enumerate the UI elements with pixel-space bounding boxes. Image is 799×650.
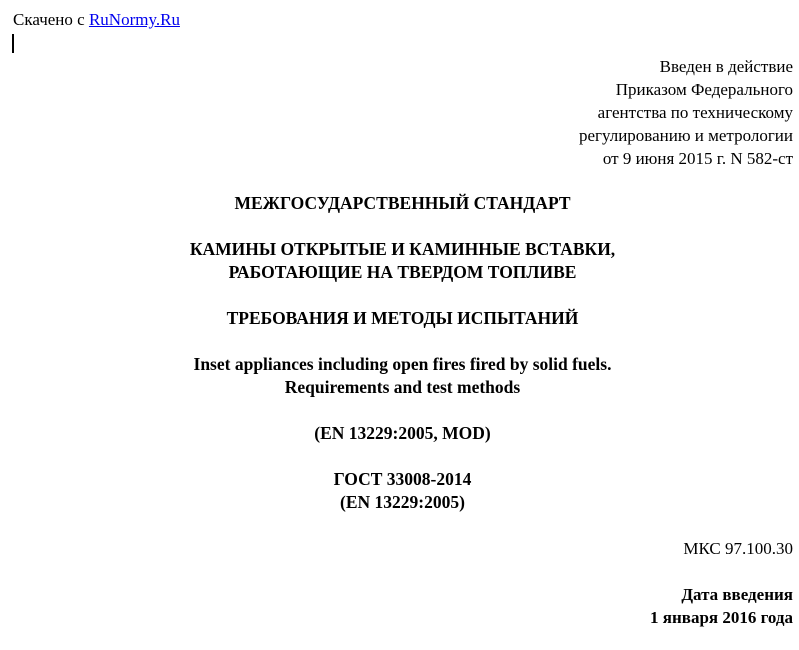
equivalence-text: (EN 13229:2005, MOD) xyxy=(314,423,491,443)
english-title-line: Inset appliances including open fires fired by solid fuels. xyxy=(193,354,612,374)
source-line xyxy=(13,9,180,31)
designation-ref: (EN 13229:2005) xyxy=(340,492,465,512)
mks-code-text: МКС 97.100.30 xyxy=(683,539,793,558)
standard-type-text: МЕЖГОСУДАРСТВЕННЫЙ СТАНДАРТ xyxy=(234,193,571,213)
text-cursor xyxy=(12,34,14,53)
standard-subtitle-text: ТРЕБОВАНИЯ И МЕТОДЫ ИСПЫТАНИЙ xyxy=(226,308,579,328)
source-prefix: Скачено с xyxy=(13,10,89,29)
approval-line: от 9 июня 2015 г. N 582-ст xyxy=(602,149,793,168)
standard-title-line: КАМИНЫ ОТКРЫТЫЕ И КАМИННЫЕ ВСТАВКИ, xyxy=(189,239,616,259)
standard-title-line: РАБОТАЮЩИЕ НА ТВЕРДОМ ТОПЛИВЕ xyxy=(228,262,577,282)
standard-title xyxy=(6,238,799,284)
english-title-line: Requirements and test methods xyxy=(284,377,521,397)
designation-block xyxy=(6,468,799,514)
approval-line: Приказом Федерального xyxy=(615,80,793,99)
source-link[interactable]: RuNormy.Ru xyxy=(88,10,180,29)
designation: ГОСТ 33008-2014 xyxy=(333,469,472,489)
approval-line: агентства по техническому xyxy=(597,103,793,122)
effective-date: 1 января 2016 года xyxy=(650,608,793,627)
approval-line: Введен в действие xyxy=(659,57,793,76)
english-title xyxy=(6,353,799,399)
effective-date-label: Дата введения xyxy=(681,585,793,604)
standard-subtitle xyxy=(6,307,799,330)
mks-code xyxy=(683,537,793,560)
approval-block xyxy=(579,55,793,170)
standard-type xyxy=(6,192,799,215)
approval-line: регулированию и метрологии xyxy=(578,126,793,145)
effective-date-block xyxy=(650,583,793,629)
equivalence xyxy=(6,422,799,445)
